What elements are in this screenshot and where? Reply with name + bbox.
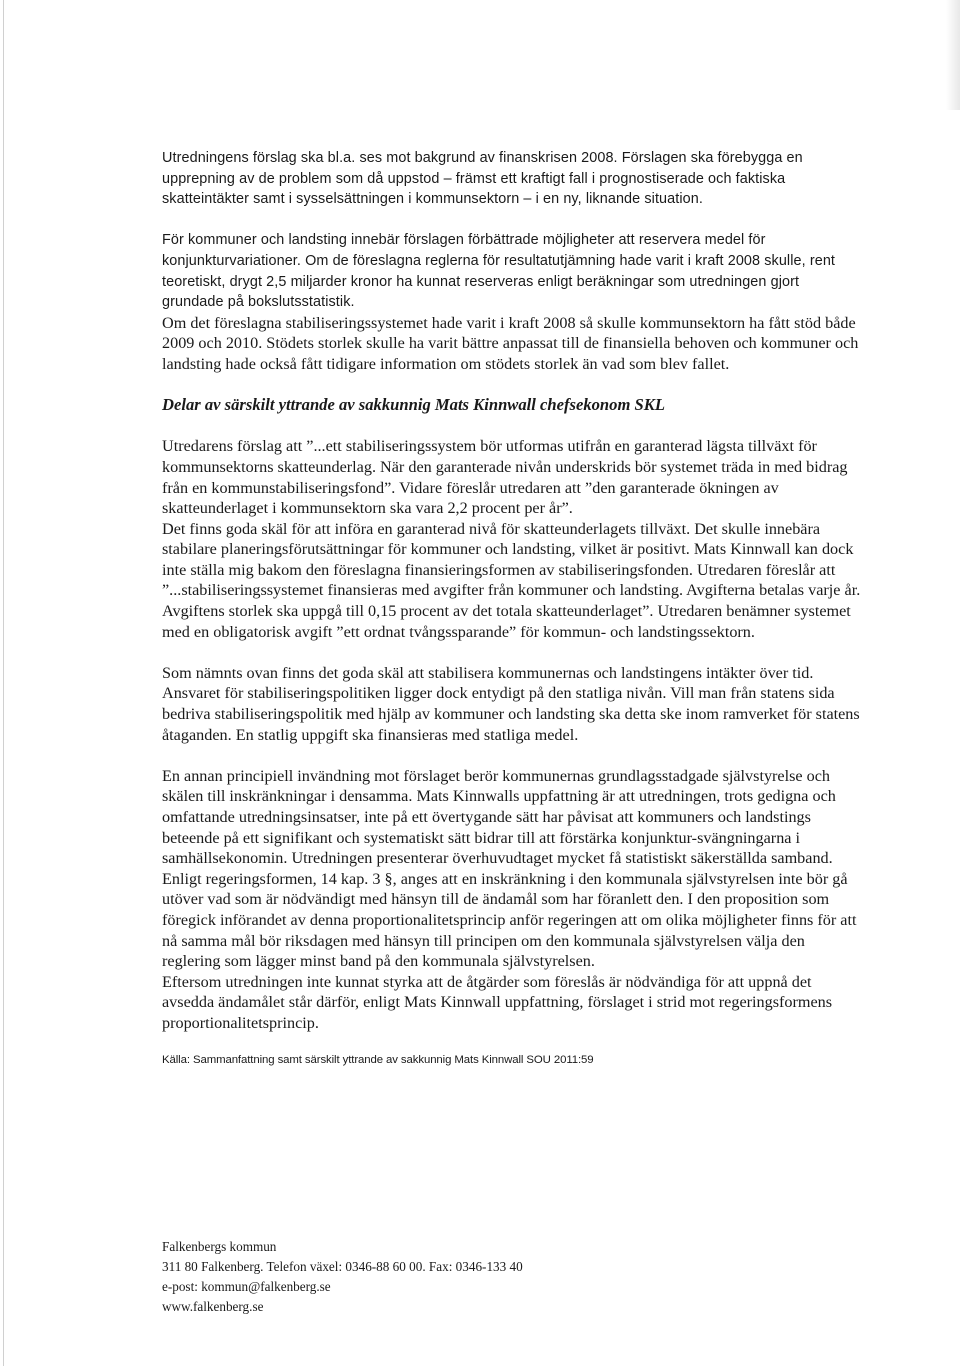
page-edge (3, 0, 4, 1366)
paragraph-principiell-invandning: En annan principiell invändning mot förslaget berör kommunernas grundlagsstadgade självstyrelse och skälen till inskränkningar i densamma. Mats Kinnwalls uppfattning är att utredningen, trots gedigna och omfattande utredningsinsatser, inte på ett övertygande sätt har påvisat att kommuners och landstings beteende på ett signifikant och systematiskt sätt bidrar till att förstärka konjunktur-svängningarna i samhällsekonomin. Utredningen presenterar överhuvudtaget mycket få statistiskt säkerställda samband. (162, 766, 836, 868)
paragraph-finanskris: Utredningens förslag ska bl.a. ses mot bakgrund av finanskrisen 2008. Förslagen ska förebygga en upprepning av de problem som då uppstod – främst ett kraftigt fall i prognostiserade och faktiska skatteintäkter samt i sysselsättningen i kommunsektorn – i en ny, liknande situation. (162, 150, 803, 208)
source-note: Källa: Sammanfattning samt särskilt yttrande av sakkunnig Mats Kinnwall SOU 2011:59 (162, 1053, 594, 1066)
paragraph-utredarens-forslag: Utredarens förslag att ”...ett stabiliseringssystem bör utformas utifrån en garanterad lägsta tillväxt för kommunsektorns skatteunderlag. När den garanterade nivån underskrids bör systemet träda in med bidrag från en kommunstabiliseringsfond”. Vidare föreslår utredaren att ”den garanterade ökningen av skatteunderlaget i kommunsektorn ska vara 2,2 procent per år”. (162, 437, 848, 518)
document-body (162, 148, 862, 1068)
paragraph-goda-skal: Det finns goda skäl för att införa en garanterad nivå för skatteunderlagets tillväxt. Det skulle innebära stabilare planeringsförutsättningar för kommuner och landsting, vilket är positivt. Mats Kinnwall kan dock inte ställa mig bakom den föreslagna finansieringsformen av stabiliseringsfonden. Utredaren föreslår att ”...stabiliseringssystemet finansieras med avgifter från kommuner och landsting. Avgifterna betalas varje år. Avgiftens storlek ska uppgå till 0,15 procent av det totala skatteunderlaget”. Utredaren benämner systemet med en obligatorisk avgift ”ett ordnat tvångssparande” för kommun- och landstingssektorn. (162, 519, 861, 641)
footer-org: Falkenbergs kommun (162, 1239, 277, 1254)
paragraph-regeringsformen: Enligt regeringsformen, 14 kap. 3 §, anges att en inskränkning i den kommunala självstyrelsen inte bör gå utöver vad som är nödvändigt med hänsyn till de ändamål som har föranlett den. I den proposition som föregick införandet av denna proportionalitetsprincip anför regeringen att om olika möjligheter finns för att nå samma mål bör riksdagen med hänsyn till principen om den kommunala självstyrelsen välja den reglering som lägger minst band på den kommunala självstyrelsen. (162, 869, 857, 971)
paragraph-som-namnts: Som nämnts ovan finns det goda skäl att stabilisera kommunernas och landstingens intäkter över tid. Ansvaret för stabiliseringspolitiken ligger dock entydigt på den statliga nivån. Vill man från statens sida bedriva stabiliseringspolitik med hjälp av kommuner och landsting ska detta ske inom ramverket för statens åtaganden. En statlig uppgift ska finansieras med statliga medel. (162, 663, 860, 744)
paragraph-konjunkturvariationer: För kommuner och landsting innebär förslagen förbättrade möjligheter att reservera medel för konjunkturvariationer. Om de föreslagna reglerna för resultatutjämning hade varit i kraft 2008 skulle, rent teoretiskt, drygt 2,5 miljarder kronor ha kunnat reserveras enligt beräkningar som utredningen gjort grundade på bokslutsstatistik. (162, 232, 836, 311)
footer-address: 311 80 Falkenberg. Telefon växel: 0346-88 60 00. Fax: 0346-133 40 (162, 1259, 523, 1274)
section-heading: Delar av särskilt yttrande av sakkunnig Mats Kinnwall chefsekonom SKL (162, 395, 665, 415)
scan-shadow (946, 0, 960, 110)
paragraph-stabiliseringssystem: Om det föreslagna stabiliseringssystemet hade varit i kraft 2008 så skulle kommunsektorn ha fått stöd både 2009 och 2010. Stödets storlek skulle ha varit bättre anpassat till de finansiella behoven och kommuner och landsting hade också fått tidigare information om stödets storlek än vad som blev fallet. (162, 313, 859, 373)
footer-email: e-post: kommun@falkenberg.se (162, 1279, 331, 1294)
footer-web: www.falkenberg.se (162, 1299, 264, 1314)
footer (162, 1237, 523, 1317)
paragraph-eftersom: Eftersom utredningen inte kunnat styrka att de åtgärder som föreslås är nödvändiga för att uppnå det avsedda ändamålet står därför, enligt Mats Kinnwall uppfattning, förslaget i strid mot regeringsformens proportionalitetsprincip. (162, 972, 833, 1032)
